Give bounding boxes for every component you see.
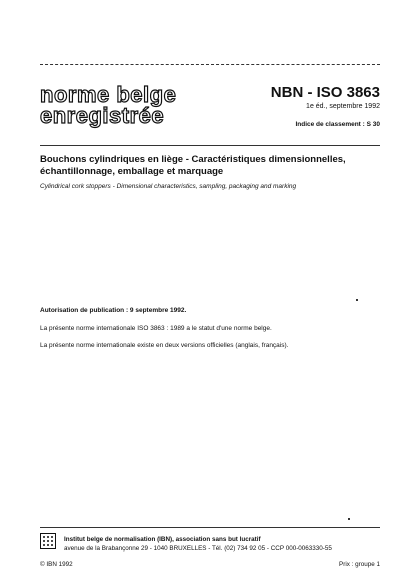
- brand-line-1: norme belge: [40, 82, 177, 107]
- institute-name: Institut belge de normalisation (IBN), association sans but lucratif: [64, 536, 261, 543]
- scan-speck: [348, 518, 350, 520]
- standard-number: NBN - ISO 3863: [270, 84, 380, 101]
- edition-date: 1e éd., septembre 1992: [306, 103, 380, 110]
- top-dashed-rule: [40, 64, 380, 65]
- classification-index: Indice de classement : S 30: [295, 121, 380, 128]
- status-statement: La présente norme internationale ISO 3863 : 1989 a le statut d'une norme belge.: [40, 325, 272, 332]
- languages-statement: La présente norme internationale existe en deux versions officielles (anglais, français).: [40, 342, 289, 349]
- price-group: Prix : groupe 1: [339, 561, 380, 568]
- ibn-logo-icon: [40, 533, 56, 549]
- brand-mark: [40, 84, 176, 126]
- scan-speck: [356, 299, 358, 301]
- header-rule: [40, 145, 380, 146]
- copyright-notice: © IBN 1992: [40, 561, 73, 568]
- document-title-fr: Bouchons cylindriques en liège - Caractéristiques dimensionnelles, échantillonnage, emballage et marquage: [40, 154, 346, 177]
- institute-address: avenue de la Brabançonne 29 - 1040 BRUXELLES - Tél. (02) 734 92 05 - CCP 000-0063330-55: [64, 545, 332, 552]
- document-title-en: Cylindrical cork stoppers - Dimensional characteristics, sampling, packaging and marking: [40, 183, 297, 190]
- footer-rule: [40, 527, 380, 528]
- authorization-text: Autorisation de publication : 9 septembre 1992.: [40, 307, 187, 314]
- brand-line-2: enregistrée: [40, 103, 165, 128]
